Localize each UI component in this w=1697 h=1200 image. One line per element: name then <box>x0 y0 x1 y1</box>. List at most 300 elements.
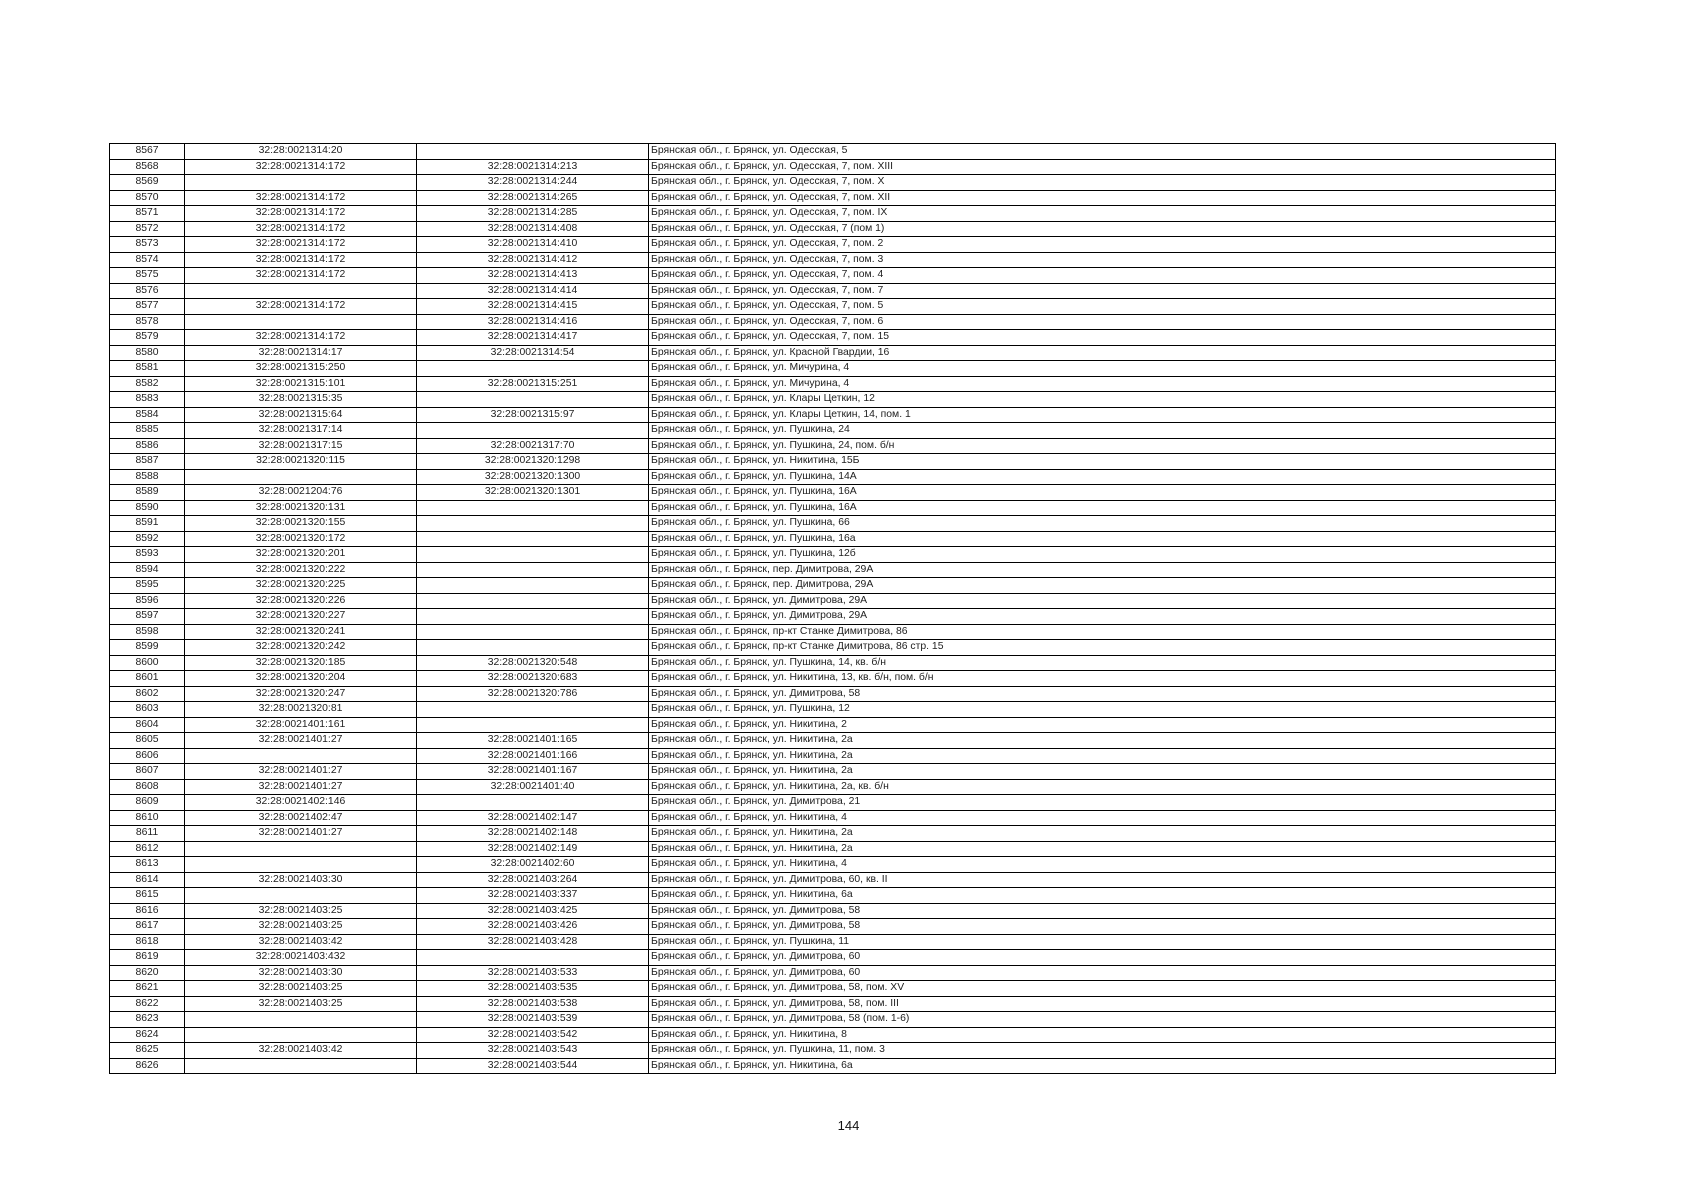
table-row <box>110 314 1556 330</box>
row-number: 8620 <box>110 965 185 981</box>
object-address: Брянская обл., г. Брянск, ул. Никитина, 2а <box>649 841 1556 857</box>
parent-cadastral-number: 32:28:0021315:101 <box>185 376 417 392</box>
parent-cadastral-number: 32:28:0021403:30 <box>185 965 417 981</box>
table-row <box>110 903 1556 919</box>
object-address: Брянская обл., г. Брянск, ул. Димитрова, 60 <box>649 950 1556 966</box>
row-number: 8570 <box>110 190 185 206</box>
cadastral-number <box>417 640 649 656</box>
table-row <box>110 609 1556 625</box>
row-number: 8581 <box>110 361 185 377</box>
row-number: 8606 <box>110 748 185 764</box>
parent-cadastral-number: 32:28:0021314:172 <box>185 221 417 237</box>
parent-cadastral-number: 32:28:0021403:25 <box>185 919 417 935</box>
cadastral-number: 32:28:0021314:408 <box>417 221 649 237</box>
object-address: Брянская обл., г. Брянск, ул. Никитина, 2а <box>649 733 1556 749</box>
object-address: Брянская обл., г. Брянск, ул. Никитина, 15Б <box>649 454 1556 470</box>
table-row <box>110 733 1556 749</box>
object-address: Брянская обл., г. Брянск, ул. Никитина, 8 <box>649 1027 1556 1043</box>
cadastral-number: 32:28:0021314:213 <box>417 159 649 175</box>
table-row <box>110 996 1556 1012</box>
object-address: Брянская обл., г. Брянск, ул. Пушкина, 16А <box>649 500 1556 516</box>
cadastral-number: 32:28:0021320:786 <box>417 686 649 702</box>
parent-cadastral-number: 32:28:0021320:241 <box>185 624 417 640</box>
parent-cadastral-number: 32:28:0021320:226 <box>185 593 417 609</box>
table-row <box>110 361 1556 377</box>
table-row <box>110 888 1556 904</box>
parent-cadastral-number: 32:28:0021320:227 <box>185 609 417 625</box>
row-number: 8626 <box>110 1058 185 1074</box>
parent-cadastral-number: 32:28:0021320:155 <box>185 516 417 532</box>
table-row <box>110 283 1556 299</box>
parent-cadastral-number: 32:28:0021403:25 <box>185 903 417 919</box>
object-address: Брянская обл., г. Брянск, ул. Никитина, 2а, кв. б/н <box>649 779 1556 795</box>
object-address: Брянская обл., г. Брянск, ул. Димитрова, 60 <box>649 965 1556 981</box>
object-address: Брянская обл., г. Брянск, ул. Никитина, 4 <box>649 857 1556 873</box>
table-row <box>110 221 1556 237</box>
cadastral-number: 32:28:0021403:264 <box>417 872 649 888</box>
parent-cadastral-number: 32:28:0021401:27 <box>185 779 417 795</box>
row-number: 8571 <box>110 206 185 222</box>
object-address: Брянская обл., г. Брянск, ул. Мичурина, 4 <box>649 376 1556 392</box>
parent-cadastral-number: 32:28:0021204:76 <box>185 485 417 501</box>
table-row <box>110 981 1556 997</box>
row-number: 8596 <box>110 593 185 609</box>
object-address: Брянская обл., г. Брянск, ул. Димитрова, 58, пом. XV <box>649 981 1556 997</box>
object-address: Брянская обл., г. Брянск, ул. Одесская, 7, пом. 6 <box>649 314 1556 330</box>
cadastral-number <box>417 144 649 160</box>
object-address: Брянская обл., г. Брянск, ул. Димитрова, 58 <box>649 903 1556 919</box>
object-address: Брянская обл., г. Брянск, ул. Пушкина, 14А <box>649 469 1556 485</box>
table-row <box>110 500 1556 516</box>
row-number: 8569 <box>110 175 185 191</box>
cadastral-number: 32:28:0021401:166 <box>417 748 649 764</box>
row-number: 8610 <box>110 810 185 826</box>
cadastral-number <box>417 624 649 640</box>
cadastral-number: 32:28:0021403:544 <box>417 1058 649 1074</box>
row-number: 8595 <box>110 578 185 594</box>
table-row <box>110 934 1556 950</box>
table-row <box>110 252 1556 268</box>
cadastral-number: 32:28:0021314:417 <box>417 330 649 346</box>
object-address: Брянская обл., г. Брянск, ул. Одесская, 7, пом. 15 <box>649 330 1556 346</box>
table-row <box>110 485 1556 501</box>
row-number: 8622 <box>110 996 185 1012</box>
object-address: Брянская обл., г. Брянск, ул. Клары Цеткин, 14, пом. 1 <box>649 407 1556 423</box>
table-row <box>110 438 1556 454</box>
object-address: Брянская обл., г. Брянск, пер. Димитрова, 29А <box>649 578 1556 594</box>
table-row <box>110 578 1556 594</box>
page-number: 144 <box>837 1118 860 1133</box>
object-address: Брянская обл., г. Брянск, пер. Димитрова, 29А <box>649 562 1556 578</box>
cadastral-number <box>417 578 649 594</box>
object-address: Брянская обл., г. Брянск, ул. Одесская, 7, пом. 2 <box>649 237 1556 253</box>
table-row <box>110 454 1556 470</box>
object-address: Брянская обл., г. Брянск, ул. Димитрова, 29А <box>649 609 1556 625</box>
object-address: Брянская обл., г. Брянск, ул. Пушкина, 16а <box>649 531 1556 547</box>
parent-cadastral-number <box>185 1027 417 1043</box>
table-row <box>110 159 1556 175</box>
parent-cadastral-number <box>185 175 417 191</box>
cadastral-number <box>417 795 649 811</box>
cadastral-number: 32:28:0021403:543 <box>417 1043 649 1059</box>
object-address: Брянская обл., г. Брянск, ул. Мичурина, 4 <box>649 361 1556 377</box>
object-address: Брянская обл., г. Брянск, ул. Пушкина, 11, пом. 3 <box>649 1043 1556 1059</box>
cadastral-number <box>417 717 649 733</box>
row-number: 8588 <box>110 469 185 485</box>
row-number: 8591 <box>110 516 185 532</box>
object-address: Брянская обл., г. Брянск, ул. Пушкина, 12 <box>649 702 1556 718</box>
table-row <box>110 144 1556 160</box>
object-address: Брянская обл., г. Брянск, ул. Красной Гвардии, 16 <box>649 345 1556 361</box>
cadastral-number: 32:28:0021314:413 <box>417 268 649 284</box>
table-row <box>110 919 1556 935</box>
cadastral-number: 32:28:0021403:535 <box>417 981 649 997</box>
cadastral-number: 32:28:0021320:1301 <box>417 485 649 501</box>
table-row <box>110 1043 1556 1059</box>
row-number: 8589 <box>110 485 185 501</box>
table-row <box>110 392 1556 408</box>
row-number: 8623 <box>110 1012 185 1028</box>
table-row <box>110 810 1556 826</box>
parent-cadastral-number: 32:28:0021402:146 <box>185 795 417 811</box>
row-number: 8585 <box>110 423 185 439</box>
table-row <box>110 686 1556 702</box>
parent-cadastral-number: 32:28:0021401:27 <box>185 764 417 780</box>
table-row <box>110 423 1556 439</box>
row-number: 8567 <box>110 144 185 160</box>
table-row <box>110 748 1556 764</box>
row-number: 8579 <box>110 330 185 346</box>
parent-cadastral-number <box>185 283 417 299</box>
parent-cadastral-number: 32:28:0021401:27 <box>185 826 417 842</box>
cadastral-number: 32:28:0021402:147 <box>417 810 649 826</box>
object-address: Брянская обл., г. Брянск, ул. Пушкина, 66 <box>649 516 1556 532</box>
cadastral-number: 32:28:0021403:539 <box>417 1012 649 1028</box>
object-address: Брянская обл., г. Брянск, ул. Димитрова, 58 (пом. 1-6) <box>649 1012 1556 1028</box>
parent-cadastral-number: 32:28:0021401:161 <box>185 717 417 733</box>
cadastral-number: 32:28:0021315:97 <box>417 407 649 423</box>
parent-cadastral-number: 32:28:0021401:27 <box>185 733 417 749</box>
row-number: 8572 <box>110 221 185 237</box>
cadastral-number <box>417 423 649 439</box>
row-number: 8568 <box>110 159 185 175</box>
cadastral-number: 32:28:0021314:285 <box>417 206 649 222</box>
parent-cadastral-number <box>185 888 417 904</box>
cadastral-number: 32:28:0021320:683 <box>417 671 649 687</box>
parent-cadastral-number: 32:28:0021320:172 <box>185 531 417 547</box>
cadastral-number: 32:28:0021403:533 <box>417 965 649 981</box>
parent-cadastral-number: 32:28:0021320:247 <box>185 686 417 702</box>
cadastral-number <box>417 702 649 718</box>
table-row <box>110 826 1556 842</box>
parent-cadastral-number: 32:28:0021403:25 <box>185 981 417 997</box>
cadastral-number: 32:28:0021403:426 <box>417 919 649 935</box>
table-row <box>110 671 1556 687</box>
object-address: Брянская обл., г. Брянск, ул. Одесская, 7, пом. 4 <box>649 268 1556 284</box>
row-number: 8597 <box>110 609 185 625</box>
object-address: Брянская обл., г. Брянск, ул. Клары Цеткин, 12 <box>649 392 1556 408</box>
cadastral-number: 32:28:0021403:337 <box>417 888 649 904</box>
row-number: 8621 <box>110 981 185 997</box>
table-row <box>110 299 1556 315</box>
table-row <box>110 872 1556 888</box>
parent-cadastral-number: 32:28:0021315:64 <box>185 407 417 423</box>
object-address: Брянская обл., г. Брянск, ул. Димитрова, 58, пом. III <box>649 996 1556 1012</box>
cadastral-number: 32:28:0021403:542 <box>417 1027 649 1043</box>
table-row <box>110 764 1556 780</box>
object-address: Брянская обл., г. Брянск, ул. Одесская, 7, пом. XII <box>649 190 1556 206</box>
table-row <box>110 624 1556 640</box>
parent-cadastral-number: 32:28:0021315:250 <box>185 361 417 377</box>
parent-cadastral-number <box>185 314 417 330</box>
cadastral-number: 32:28:0021403:425 <box>417 903 649 919</box>
cadastral-number: 32:28:0021403:538 <box>417 996 649 1012</box>
parent-cadastral-number: 32:28:0021320:185 <box>185 655 417 671</box>
object-address: Брянская обл., г. Брянск, ул. Димитрова, 58 <box>649 919 1556 935</box>
table-row <box>110 190 1556 206</box>
object-address: Брянская обл., г. Брянск, ул. Никитина, 6а <box>649 1058 1556 1074</box>
row-number: 8573 <box>110 237 185 253</box>
object-address: Брянская обл., г. Брянск, ул. Пушкина, 11 <box>649 934 1556 950</box>
row-number: 8613 <box>110 857 185 873</box>
object-address: Брянская обл., г. Брянск, ул. Пушкина, 24 <box>649 423 1556 439</box>
table-row <box>110 1012 1556 1028</box>
cadastral-number: 32:28:0021403:428 <box>417 934 649 950</box>
table-row <box>110 779 1556 795</box>
row-number: 8574 <box>110 252 185 268</box>
row-number: 8603 <box>110 702 185 718</box>
parent-cadastral-number: 32:28:0021320:225 <box>185 578 417 594</box>
parent-cadastral-number: 32:28:0021320:115 <box>185 454 417 470</box>
row-number: 8615 <box>110 888 185 904</box>
object-address: Брянская обл., г. Брянск, ул. Пушкина, 14, кв. б/н <box>649 655 1556 671</box>
table-row <box>110 841 1556 857</box>
row-number: 8580 <box>110 345 185 361</box>
cadastral-number: 32:28:0021315:251 <box>417 376 649 392</box>
object-address: Брянская обл., г. Брянск, ул. Димитрова, 21 <box>649 795 1556 811</box>
parent-cadastral-number: 32:28:0021317:15 <box>185 438 417 454</box>
parent-cadastral-number: 32:28:0021403:30 <box>185 872 417 888</box>
parent-cadastral-number: 32:28:0021320:201 <box>185 547 417 563</box>
table-row <box>110 531 1556 547</box>
cadastral-number <box>417 547 649 563</box>
row-number: 8592 <box>110 531 185 547</box>
row-number: 8601 <box>110 671 185 687</box>
row-number: 8619 <box>110 950 185 966</box>
parent-cadastral-number: 32:28:0021403:42 <box>185 934 417 950</box>
table-row <box>110 469 1556 485</box>
parent-cadastral-number: 32:28:0021314:172 <box>185 252 417 268</box>
row-number: 8605 <box>110 733 185 749</box>
object-address: Брянская обл., г. Брянск, ул. Пушкина, 16А <box>649 485 1556 501</box>
cadastral-number: 32:28:0021314:412 <box>417 252 649 268</box>
table-row <box>110 268 1556 284</box>
register-table <box>109 143 1556 1074</box>
table-row <box>110 175 1556 191</box>
parent-cadastral-number: 32:28:0021403:25 <box>185 996 417 1012</box>
table-row <box>110 795 1556 811</box>
cadastral-number <box>417 392 649 408</box>
parent-cadastral-number <box>185 841 417 857</box>
row-number: 8594 <box>110 562 185 578</box>
cadastral-number <box>417 950 649 966</box>
table-row <box>110 345 1556 361</box>
cadastral-number: 32:28:0021320:1298 <box>417 454 649 470</box>
parent-cadastral-number: 32:28:0021315:35 <box>185 392 417 408</box>
object-address: Брянская обл., г. Брянск, ул. Пушкина, 12б <box>649 547 1556 563</box>
parent-cadastral-number: 32:28:0021403:42 <box>185 1043 417 1059</box>
table-row <box>110 717 1556 733</box>
object-address: Брянская обл., г. Брянск, ул. Димитрова, 60, кв. II <box>649 872 1556 888</box>
object-address: Брянская обл., г. Брянск, ул. Одесская, 7, пом. 7 <box>649 283 1556 299</box>
parent-cadastral-number <box>185 469 417 485</box>
cadastral-number: 32:28:0021402:60 <box>417 857 649 873</box>
object-address: Брянская обл., г. Брянск, пр-кт Станке Димитрова, 86 <box>649 624 1556 640</box>
cadastral-number <box>417 609 649 625</box>
row-number: 8602 <box>110 686 185 702</box>
row-number: 8584 <box>110 407 185 423</box>
cadastral-number: 32:28:0021314:54 <box>417 345 649 361</box>
row-number: 8590 <box>110 500 185 516</box>
row-number: 8600 <box>110 655 185 671</box>
table-row <box>110 1027 1556 1043</box>
row-number: 8586 <box>110 438 185 454</box>
cadastral-number <box>417 516 649 532</box>
object-address: Брянская обл., г. Брянск, ул. Пушкина, 24, пом. б/н <box>649 438 1556 454</box>
row-number: 8578 <box>110 314 185 330</box>
parent-cadastral-number <box>185 857 417 873</box>
parent-cadastral-number <box>185 748 417 764</box>
row-number: 8617 <box>110 919 185 935</box>
row-number: 8575 <box>110 268 185 284</box>
row-number: 8604 <box>110 717 185 733</box>
row-number: 8611 <box>110 826 185 842</box>
parent-cadastral-number: 32:28:0021317:14 <box>185 423 417 439</box>
cadastral-number: 32:28:0021314:244 <box>417 175 649 191</box>
cadastral-number: 32:28:0021320:1300 <box>417 469 649 485</box>
row-number: 8625 <box>110 1043 185 1059</box>
row-number: 8598 <box>110 624 185 640</box>
row-number: 8607 <box>110 764 185 780</box>
object-address: Брянская обл., г. Брянск, ул. Одесская, 7, пом. 3 <box>649 252 1556 268</box>
table-row <box>110 702 1556 718</box>
cadastral-number: 32:28:0021401:165 <box>417 733 649 749</box>
cadastral-number <box>417 593 649 609</box>
object-address: Брянская обл., г. Брянск, ул. Никитина, 13, кв. б/н, пом. б/н <box>649 671 1556 687</box>
cadastral-number: 32:28:0021314:265 <box>417 190 649 206</box>
parent-cadastral-number: 32:28:0021314:172 <box>185 330 417 346</box>
table-row <box>110 547 1556 563</box>
parent-cadastral-number: 32:28:0021314:172 <box>185 268 417 284</box>
cadastral-number <box>417 500 649 516</box>
object-address: Брянская обл., г. Брянск, ул. Никитина, 2а <box>649 764 1556 780</box>
parent-cadastral-number: 32:28:0021314:17 <box>185 345 417 361</box>
table-row <box>110 376 1556 392</box>
cadastral-number: 32:28:0021320:548 <box>417 655 649 671</box>
object-address: Брянская обл., г. Брянск, ул. Одесская, 7, пом. 5 <box>649 299 1556 315</box>
object-address: Брянская обл., г. Брянск, ул. Димитрова, 58 <box>649 686 1556 702</box>
cadastral-number: 32:28:0021402:149 <box>417 841 649 857</box>
table-row <box>110 407 1556 423</box>
table-row <box>110 237 1556 253</box>
cadastral-number: 32:28:0021314:414 <box>417 283 649 299</box>
row-number: 8614 <box>110 872 185 888</box>
table-row <box>110 655 1556 671</box>
parent-cadastral-number: 32:28:0021314:172 <box>185 159 417 175</box>
row-number: 8583 <box>110 392 185 408</box>
parent-cadastral-number: 32:28:0021320:81 <box>185 702 417 718</box>
row-number: 8576 <box>110 283 185 299</box>
table-row <box>110 330 1556 346</box>
table-row <box>110 965 1556 981</box>
object-address: Брянская обл., г. Брянск, ул. Никитина, 2 <box>649 717 1556 733</box>
row-number: 8582 <box>110 376 185 392</box>
parent-cadastral-number: 32:28:0021314:172 <box>185 190 417 206</box>
object-address: Брянская обл., г. Брянск, ул. Никитина, 6а <box>649 888 1556 904</box>
object-address: Брянская обл., г. Брянск, ул. Никитина, 2а <box>649 748 1556 764</box>
object-address: Брянская обл., г. Брянск, ул. Никитина, 4 <box>649 810 1556 826</box>
row-number: 8609 <box>110 795 185 811</box>
cadastral-number: 32:28:0021314:415 <box>417 299 649 315</box>
parent-cadastral-number: 32:28:0021320:222 <box>185 562 417 578</box>
parent-cadastral-number: 32:28:0021314:20 <box>185 144 417 160</box>
table-row <box>110 516 1556 532</box>
row-number: 8599 <box>110 640 185 656</box>
parent-cadastral-number: 32:28:0021314:172 <box>185 206 417 222</box>
parent-cadastral-number <box>185 1058 417 1074</box>
object-address: Брянская обл., г. Брянск, ул. Одесская, 7, пом. IX <box>649 206 1556 222</box>
row-number: 8616 <box>110 903 185 919</box>
cadastral-number: 32:28:0021401:40 <box>417 779 649 795</box>
cadastral-number: 32:28:0021401:167 <box>417 764 649 780</box>
parent-cadastral-number: 32:28:0021314:172 <box>185 299 417 315</box>
table-row <box>110 562 1556 578</box>
parent-cadastral-number: 32:28:0021320:242 <box>185 640 417 656</box>
parent-cadastral-number <box>185 1012 417 1028</box>
table-row <box>110 950 1556 966</box>
parent-cadastral-number: 32:28:0021403:432 <box>185 950 417 966</box>
object-address: Брянская обл., г. Брянск, ул. Одесская, 7, пом. X <box>649 175 1556 191</box>
table-row <box>110 1058 1556 1074</box>
row-number: 8618 <box>110 934 185 950</box>
object-address: Брянская обл., г. Брянск, пр-кт Станке Димитрова, 86 стр. 15 <box>649 640 1556 656</box>
object-address: Брянская обл., г. Брянск, ул. Никитина, 2а <box>649 826 1556 842</box>
table-row <box>110 640 1556 656</box>
table-row <box>110 857 1556 873</box>
cadastral-number <box>417 562 649 578</box>
row-number: 8593 <box>110 547 185 563</box>
cadastral-number: 32:28:0021402:148 <box>417 826 649 842</box>
row-number: 8608 <box>110 779 185 795</box>
parent-cadastral-number: 32:28:0021402:47 <box>185 810 417 826</box>
cadastral-number: 32:28:0021317:70 <box>417 438 649 454</box>
parent-cadastral-number: 32:28:0021320:131 <box>185 500 417 516</box>
object-address: Брянская обл., г. Брянск, ул. Одесская, 7 (пом 1) <box>649 221 1556 237</box>
table-row <box>110 593 1556 609</box>
cadastral-number: 32:28:0021314:410 <box>417 237 649 253</box>
cadastral-number: 32:28:0021314:416 <box>417 314 649 330</box>
parent-cadastral-number: 32:28:0021314:172 <box>185 237 417 253</box>
row-number: 8612 <box>110 841 185 857</box>
object-address: Брянская обл., г. Брянск, ул. Димитрова, 29А <box>649 593 1556 609</box>
cadastral-number <box>417 361 649 377</box>
table-row <box>110 206 1556 222</box>
row-number: 8624 <box>110 1027 185 1043</box>
parent-cadastral-number: 32:28:0021320:204 <box>185 671 417 687</box>
row-number: 8577 <box>110 299 185 315</box>
object-address: Брянская обл., г. Брянск, ул. Одесская, 5 <box>649 144 1556 160</box>
object-address: Брянская обл., г. Брянск, ул. Одесская, 7, пом. XIII <box>649 159 1556 175</box>
